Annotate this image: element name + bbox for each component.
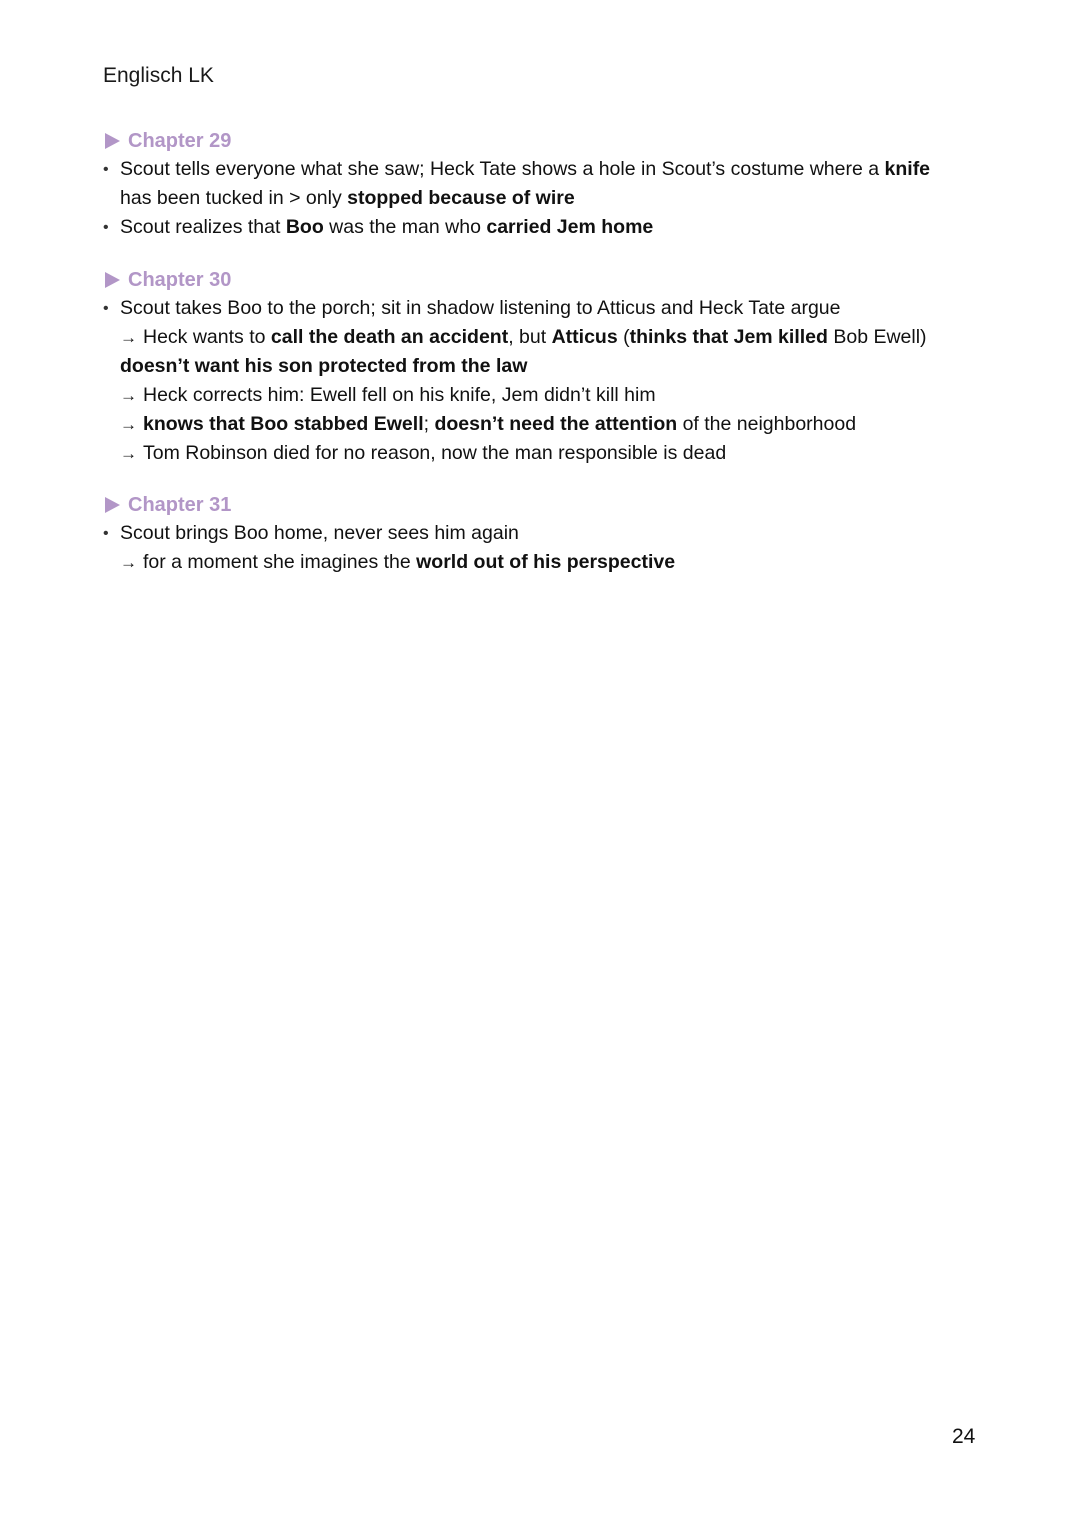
continuation-line — [103, 352, 1003, 381]
text-segment: Scout tells everyone what she saw; Heck Tate shows a hole in Scout’s costume where a — [120, 158, 885, 180]
text-segment: has been tucked in > only — [120, 187, 348, 209]
chapter-lines — [103, 155, 1003, 242]
text-segment: was the man who — [323, 216, 487, 238]
arrow-point — [103, 381, 1003, 410]
text-segment: ( — [617, 326, 630, 348]
text-segment: , but — [508, 326, 552, 348]
bold-text: knows that Boo stabbed Ewell — [143, 413, 424, 435]
bold-text: knife — [884, 158, 931, 180]
arrow-right-icon: → — [120, 444, 137, 463]
arrow-right-icon: → — [120, 386, 137, 405]
text-segment: Heck corrects him: Ewell fell on his knife, Jem didn’t kill him — [143, 384, 656, 406]
bullet-point — [103, 213, 1003, 242]
text-segment: Heck wants to — [143, 326, 271, 348]
bold-text: stopped because of wire — [347, 187, 575, 209]
chapter-29-section — [103, 127, 1003, 242]
triangle-bullet-icon — [105, 133, 120, 149]
arrow-point — [103, 439, 1003, 468]
text-segment: Scout realizes that — [120, 216, 286, 238]
bullet-point — [103, 294, 1003, 323]
bold-text: world out of his perspective — [416, 551, 676, 573]
text-segment: ; — [423, 413, 435, 435]
chapter-heading — [103, 491, 1003, 519]
chapter-heading — [103, 266, 1003, 294]
bullet-point — [103, 519, 1003, 548]
bullet-icon: • — [103, 300, 109, 317]
bullet-icon: • — [103, 161, 109, 178]
text-segment: for a moment she imagines the — [143, 551, 417, 573]
text-segment: Scout takes Boo to the porch; sit in shadow listening to Atticus and Heck Tate argue — [120, 297, 841, 319]
arrow-point — [103, 410, 1003, 439]
text-segment: Tom Robinson died for no reason, now the man responsible is dead — [143, 442, 727, 464]
bullet-icon: • — [103, 219, 109, 236]
text-segment: Scout brings Boo home, never sees him again — [120, 522, 519, 544]
chapter-31-section — [103, 491, 1003, 577]
chapter-lines — [103, 519, 1003, 577]
chapter-title: Chapter 31 — [128, 494, 232, 516]
chapter-title: Chapter 29 — [128, 130, 232, 152]
arrow-right-icon: → — [120, 415, 137, 434]
chapter-heading — [103, 127, 1003, 155]
arrow-point — [103, 323, 1003, 352]
chapter-lines — [103, 294, 1003, 468]
bold-text: Atticus — [551, 326, 618, 348]
arrow-point — [103, 548, 1003, 577]
arrow-right-icon: → — [120, 553, 137, 572]
page-number: 24 — [952, 1425, 976, 1448]
bullet-point — [103, 155, 1003, 184]
arrow-right-icon: → — [120, 328, 137, 347]
bold-text: doesn’t need the attention — [434, 413, 678, 435]
bold-text: call the death an accident — [270, 326, 509, 348]
text-segment: of the neighborhood — [677, 413, 857, 435]
page-header: Englisch LK — [103, 64, 214, 87]
triangle-bullet-icon — [105, 497, 120, 513]
bold-text: thinks that Jem killed — [629, 326, 828, 348]
chapter-title: Chapter 30 — [128, 269, 232, 291]
bullet-icon: • — [103, 525, 109, 542]
bold-text: carried Jem home — [486, 216, 654, 238]
text-segment: Bob Ewell) — [827, 326, 927, 348]
bold-text: Boo — [285, 216, 324, 238]
chapter-30-section — [103, 266, 1003, 468]
continuation-line — [103, 184, 1003, 213]
bold-text: doesn’t want his son protected from the law — [120, 355, 528, 377]
triangle-bullet-icon — [105, 272, 120, 288]
